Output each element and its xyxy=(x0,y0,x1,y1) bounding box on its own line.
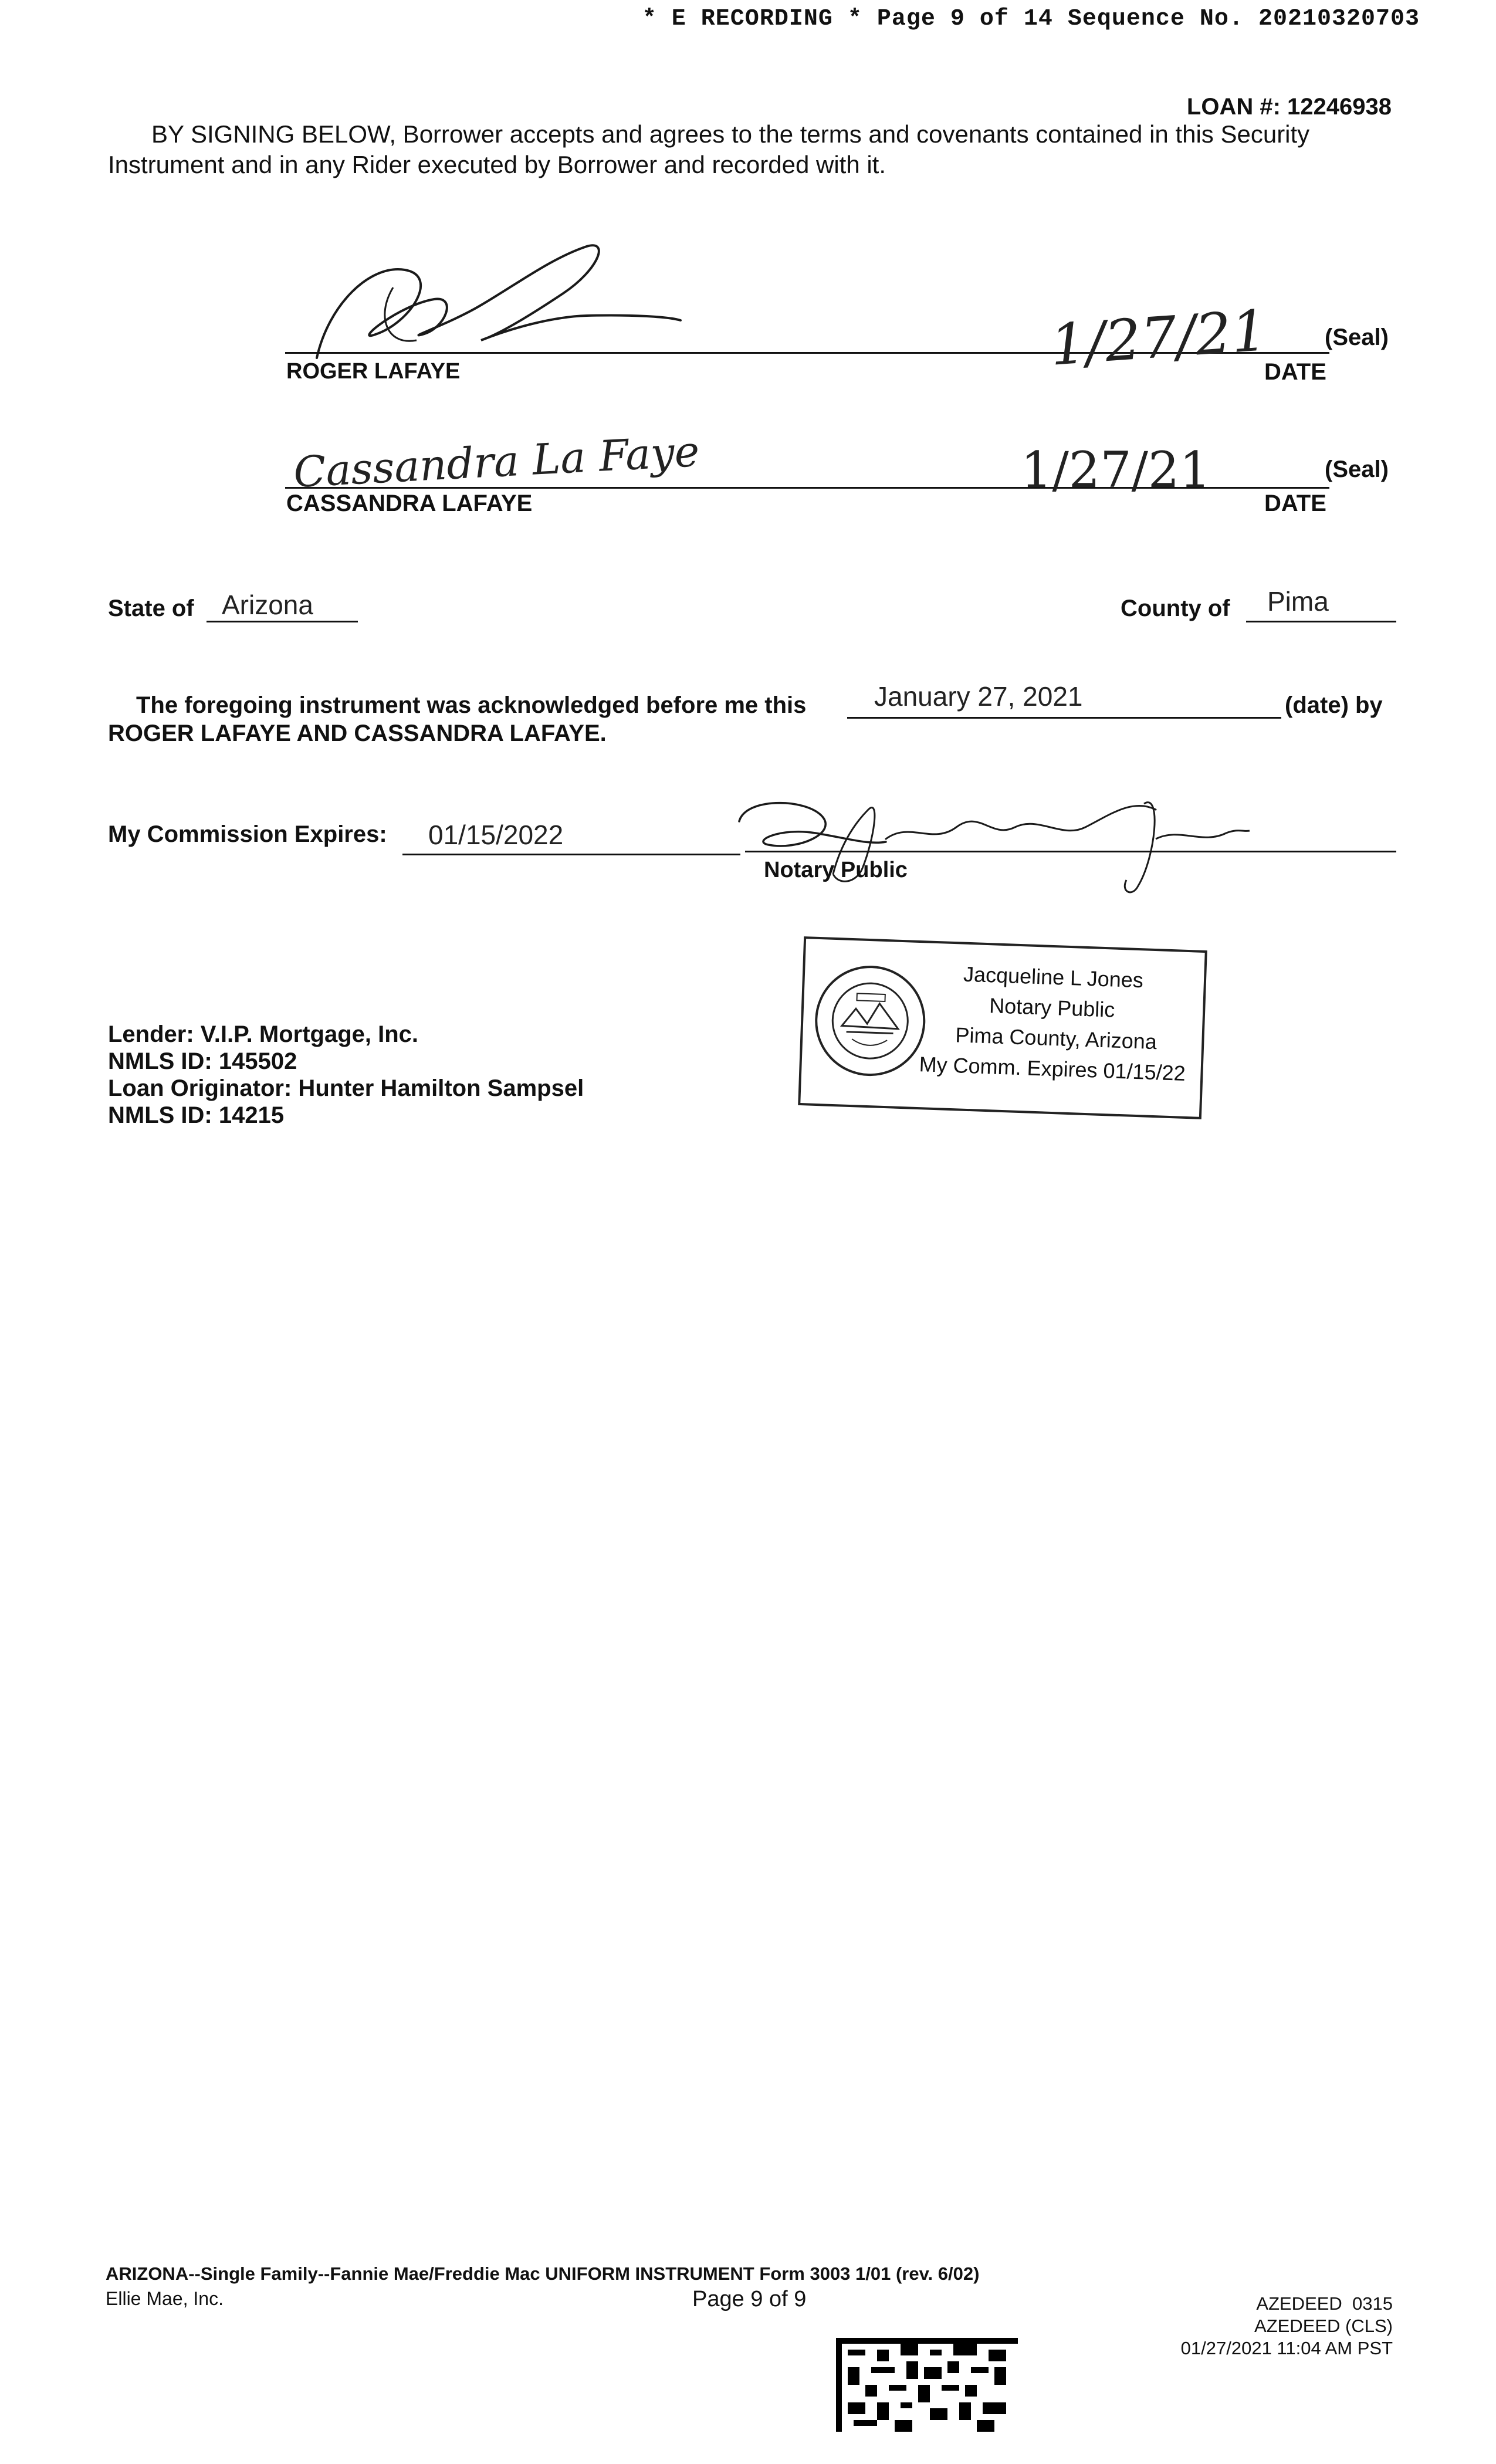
arizona-seal-icon xyxy=(810,960,931,1082)
loan-number: LOAN #: 12246938 xyxy=(1186,94,1392,120)
footer-page: Page 9 of 9 xyxy=(692,2287,807,2311)
signer-name-roger: ROGER LAFAYE xyxy=(286,359,461,384)
handwritten-date-roger: 1/27/21 xyxy=(1048,297,1270,378)
footer-codes xyxy=(1181,2293,1393,2360)
lender-line-3: Loan Originator: Hunter Hamilton Sampsel xyxy=(108,1075,584,1101)
notary-label: Notary Public xyxy=(764,858,908,882)
acknowledgment-date-line xyxy=(847,717,1281,719)
date-label-cassandra: DATE xyxy=(1264,490,1326,516)
stamp-line-3: Pima County, Arizona xyxy=(955,1023,1157,1054)
signer-name-cassandra: CASSANDRA LAFAYE xyxy=(286,490,533,516)
commission-value: 01/15/2022 xyxy=(428,820,564,850)
commission-line xyxy=(402,854,740,855)
notary-signature xyxy=(733,786,1261,903)
seal-label-cassandra: (Seal) xyxy=(1325,456,1389,482)
footer-code-2: AZEDEED (CLS) xyxy=(1254,2316,1393,2336)
handwritten-date-cassandra: 1/27/21 xyxy=(1021,441,1211,499)
footer-form-title: ARIZONA--Single Family--Fannie Mae/Freddie Mac UNIFORM INSTRUMENT Form 3003 1/01 (rev. 6/02) xyxy=(106,2263,980,2284)
acknowledgment-parties: ROGER LAFAYE AND CASSANDRA LAFAYE. xyxy=(108,720,607,746)
qr-code-icon xyxy=(836,2338,1018,2432)
stamp-line-1: Jacqueline L Jones xyxy=(963,962,1144,993)
recording-banner: * E RECORDING * Page 9 of 14 Sequence No. 20210320703 xyxy=(642,6,1420,32)
signature-cassandra: Cassandra La Faye xyxy=(292,426,701,497)
county-line xyxy=(1246,621,1396,622)
footer-code-1: AZEDEED 0315 xyxy=(1256,2293,1393,2314)
lender-line-1: Lender: V.I.P. Mortgage, Inc. xyxy=(108,1021,419,1047)
state-value: Arizona xyxy=(222,590,313,620)
stamp-line-2: Notary Public xyxy=(989,993,1116,1022)
notary-signature-line xyxy=(745,851,1396,852)
stamp-line-4: My Comm. Expires 01/15/22 xyxy=(919,1052,1186,1085)
state-line xyxy=(207,621,358,622)
county-label: County of xyxy=(1121,595,1230,621)
commission-label: My Commission Expires: xyxy=(108,821,387,847)
intro-paragraph: BY SIGNING BELOW, Borrower accepts and agrees to the terms and covenants contained in this Security Instrument and in any Rider executed by Borrower and recorded with it. xyxy=(108,120,1310,178)
lender-line-4: NMLS ID: 14215 xyxy=(108,1102,285,1128)
acknowledgment-lead: The foregoing instrument was acknowledged before me this xyxy=(136,692,807,718)
lender-block xyxy=(108,1021,584,1129)
state-label: State of xyxy=(108,595,194,621)
acknowledgment-date: January 27, 2021 xyxy=(874,681,1083,712)
date-label-roger: DATE xyxy=(1264,359,1326,385)
notary-stamp xyxy=(798,936,1207,1119)
lender-line-2: NMLS ID: 145502 xyxy=(108,1048,297,1074)
county-value: Pima xyxy=(1267,586,1329,617)
footer-code-3: 01/27/2021 11:04 AM PST xyxy=(1180,2338,1393,2358)
seal-label-roger: (Seal) xyxy=(1325,324,1389,350)
footer-vendor: Ellie Mae, Inc. xyxy=(106,2288,224,2309)
acknowledgment-date-suffix: (date) by xyxy=(1285,692,1383,718)
